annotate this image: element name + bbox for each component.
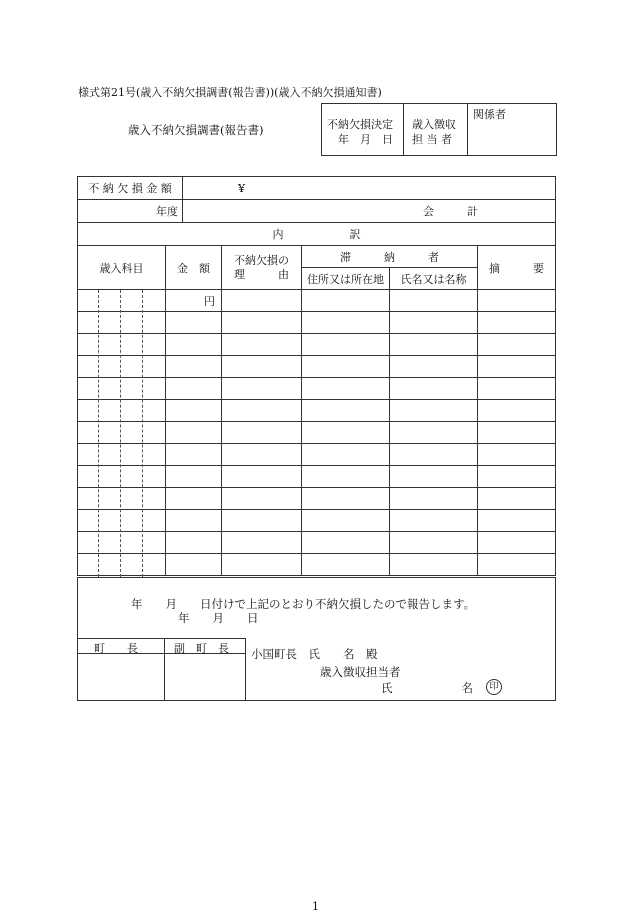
table-cell [302,334,390,356]
decision-date: 年 月 日 [338,133,393,146]
addressee: 小国町長 氏 名 殿 [251,647,378,661]
table-row [78,422,556,444]
table-row [78,554,556,576]
table-row [78,400,556,422]
table-cell [390,554,478,576]
col-name: 氏名又は名称 [400,272,467,286]
table-cell [302,422,390,444]
col-reason-line1: 不納欠損の [234,253,289,267]
table-row [78,290,556,312]
table-cell [166,400,222,422]
table-cell [222,532,302,554]
table-cell [478,510,556,532]
table-cell [302,466,390,488]
table-cell [222,466,302,488]
table-cell [222,290,302,312]
collection-person: 担 当 者 [412,133,452,146]
table-cell [166,312,222,334]
table-cell [78,356,166,378]
summary-table [77,176,556,246]
table-cell [222,312,302,334]
table-row [78,466,556,488]
table-cell [302,488,390,510]
table-cell [478,356,556,378]
table-cell [478,554,556,576]
table-cell [390,532,478,554]
table-cell [222,378,302,400]
table-row [78,532,556,554]
mayor-label: 町 長 [94,642,138,655]
table-cell [302,444,390,466]
table-row [78,312,556,334]
col-remarks: 摘 要 [489,261,544,275]
account-label: 会 計 [423,205,478,218]
related-label: 関係者 [473,108,506,121]
table-cell [166,356,222,378]
table-cell [390,510,478,532]
table-cell [478,334,556,356]
table-cell [302,510,390,532]
table-row [78,510,556,532]
table-cell [78,378,166,400]
table-cell [166,422,222,444]
table-cell [78,532,166,554]
table-row [78,488,556,510]
table-cell [222,510,302,532]
table-cell [222,400,302,422]
table-cell [222,356,302,378]
yen-mark: ¥ [238,181,245,195]
table-cell [166,444,222,466]
collection-label: 歳入徴収 [412,118,456,131]
table-cell [78,488,166,510]
table-cell [390,444,478,466]
table-cell [478,290,556,312]
table-cell [78,444,166,466]
table-cell [390,312,478,334]
table-cell [78,466,166,488]
report-date: 年 月 日 [178,611,259,625]
table-cell [302,400,390,422]
table-cell [390,488,478,510]
table-cell [222,334,302,356]
table-cell [478,400,556,422]
table-cell [166,334,222,356]
page-number: 1 [312,900,319,913]
table-cell [166,554,222,576]
table-cell [390,422,478,444]
form-title: 様式第21号(歳入不納欠損調書(報告書))(歳入不納欠損通知書) [78,86,382,99]
table-cell [390,400,478,422]
fiscal-year-label: 年度 [156,205,178,218]
table-cell [478,444,556,466]
col-amount: 金 額 [177,261,210,275]
table-cell [302,554,390,576]
table-cell [166,532,222,554]
table-cell [222,422,302,444]
name-label: 氏 名 [381,681,473,695]
unit-yen: 円 [204,294,215,308]
table-cell [302,378,390,400]
table-cell [166,290,222,312]
table-cell [390,290,478,312]
table-cell [390,466,478,488]
table-row [78,356,556,378]
document-title: 歳入不納欠損調書(報告書) [128,123,264,137]
breakdown-label: 内 訳 [272,228,361,241]
table-row [78,378,556,400]
report-text: 年 月 日付けで上記のとおり不納欠損したので報告します。 [131,597,476,611]
table-cell [166,510,222,532]
table-cell [302,290,390,312]
table-cell [302,312,390,334]
table-cell [478,422,556,444]
table-cell [78,554,166,576]
table-cell [478,378,556,400]
collector-label: 歳入徴収担当者 [320,665,401,679]
table-cell [166,488,222,510]
table-cell [478,312,556,334]
table-cell [78,422,166,444]
table-cell [302,356,390,378]
table-cell [222,444,302,466]
table-cell [78,400,166,422]
table-cell [78,334,166,356]
table-cell [78,290,166,312]
decision-label: 不納欠損決定 [327,118,393,131]
table-row [78,444,556,466]
col-item: 歳入科目 [99,261,144,275]
table-cell [390,356,478,378]
seal-icon: 印 [486,679,502,695]
col-address: 住所又は所在地 [307,272,384,286]
table-cell [478,488,556,510]
table-cell [478,532,556,554]
table-cell [166,378,222,400]
col-reason-line2: 理 由 [234,267,289,281]
table-cell [222,488,302,510]
table-cell [78,312,166,334]
table-row [78,334,556,356]
table-cell [222,554,302,576]
vice-mayor-label: 副 町 長 [174,642,229,655]
amount-label: 不 納 欠 損 金 額 [88,182,172,195]
table-cell [302,532,390,554]
table-cell [390,334,478,356]
col-delinquent: 滞 納 者 [340,250,439,264]
table-cell [78,510,166,532]
table-cell [478,466,556,488]
table-cell [390,378,478,400]
table-cell [166,466,222,488]
detail-table [77,245,556,576]
